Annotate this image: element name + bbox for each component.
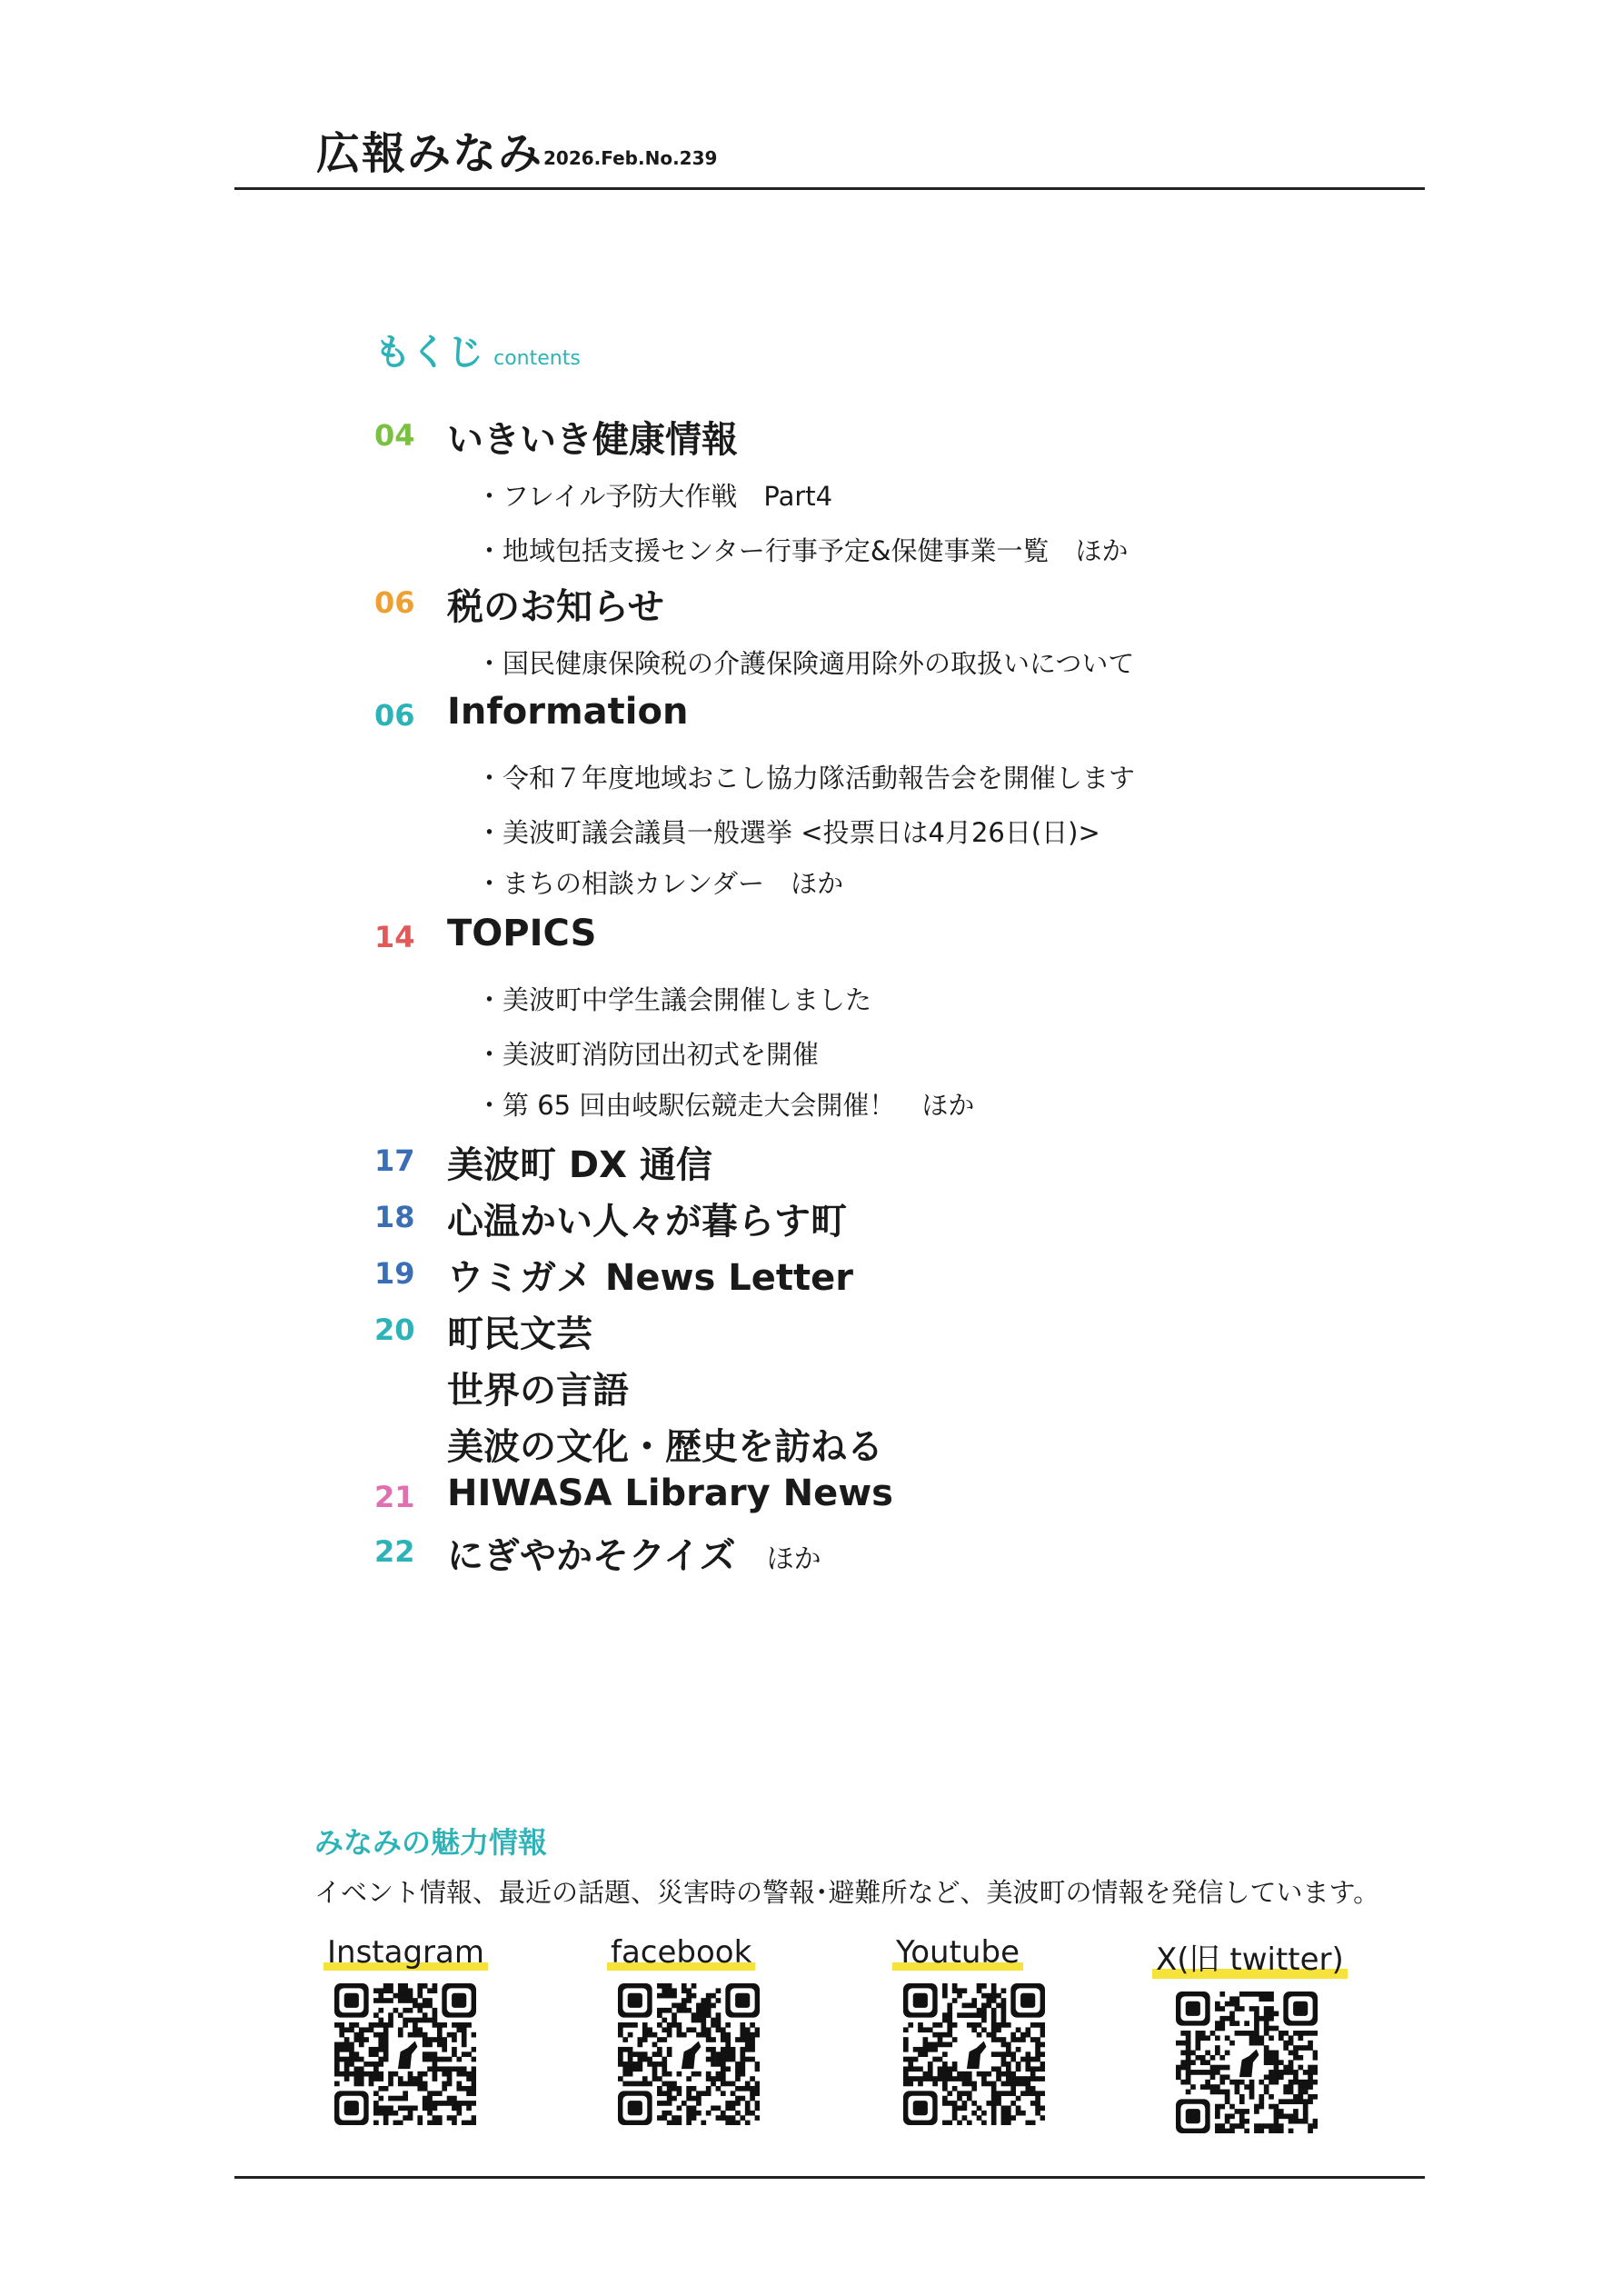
toc-section-title-continued[interactable]: 世界の言語 — [447, 1370, 629, 1412]
toc-section-title — [447, 578, 664, 630]
toc-section-title-text: HIWASA Library News — [447, 1472, 893, 1514]
toc-section-title — [447, 1527, 821, 1579]
toc-section-title — [447, 1305, 592, 1357]
toc-section-title-text: ウミガメ News Letter — [447, 1257, 853, 1299]
toc-section-title-text: 美波町 DX 通信 — [447, 1144, 712, 1186]
qr-code-icon[interactable] — [1176, 1992, 1318, 2133]
toc-page-number: 18 — [374, 1200, 415, 1234]
toc-section-title — [447, 691, 688, 733]
toc-sub-item[interactable]: ・地域包括支援センター行事予定&保健事業一覧 ほか — [476, 535, 1129, 566]
toc-page-number: 22 — [374, 1534, 415, 1569]
toc-sub-item[interactable]: ・美波町中学生議会開催しました — [476, 984, 872, 1015]
social-description: イベント情報、最近の話題、災害時の警報･避難所など、美波町の情報を発信しています。 — [314, 1877, 1380, 1908]
footer-divider — [234, 2176, 1425, 2179]
toc-sub-item[interactable]: ・美波町議会議員一般選挙 <投票日は4月26日(日)> — [476, 817, 1100, 848]
toc-section-title — [447, 913, 596, 954]
toc-page-number: 06 — [374, 585, 415, 620]
toc-page-number: 20 — [374, 1313, 415, 1347]
toc-page-number: 14 — [374, 920, 415, 954]
toc-section-title — [447, 1472, 893, 1514]
toc-page-number: 17 — [374, 1143, 415, 1178]
social-label: Youtube — [892, 1934, 1023, 1971]
toc-section-title-text: にぎやかそクイズ — [447, 1535, 736, 1577]
toc-section-title — [447, 1136, 712, 1188]
toc-section-title — [447, 1249, 853, 1301]
toc-section-title-text: いきいき健康情報 — [447, 419, 738, 461]
toc-section-title — [447, 1193, 847, 1244]
social-title: みなみの魅力情報 — [314, 1825, 548, 1860]
toc-section-title-text: Information — [447, 691, 689, 733]
social-x[interactable] — [1152, 1934, 1370, 2133]
toc-page-number: 21 — [374, 1480, 415, 1514]
toc-heading-jp: もくじ — [374, 332, 483, 374]
toc-section-title — [447, 411, 738, 463]
toc-sub-item[interactable]: ・第 65 回由岐駅伝競走大会開催！ ほか — [476, 1090, 975, 1121]
toc-section-title-text: 心温かい人々が暮らす町 — [447, 1201, 847, 1243]
toc-sub-item[interactable]: ・国民健康保険税の介護保険適用除外の取扱いについて — [476, 648, 1135, 679]
toc-sub-item[interactable]: ・フレイル予防大作戦 Part4 — [476, 481, 833, 512]
toc-heading-en: contents — [493, 347, 581, 370]
toc-sub-item[interactable]: ・令和７年度地域おこし協力隊活動報告会を開催します — [476, 763, 1136, 794]
qr-code-icon[interactable] — [903, 1983, 1045, 2125]
toc-section-title-continued[interactable]: 美波の文化・歴史を訪ねる — [447, 1426, 883, 1468]
toc-page-number: 06 — [374, 698, 415, 733]
toc-sub-item[interactable]: ・まちの相談カレンダー ほか — [476, 868, 844, 899]
qr-code-icon[interactable] — [334, 1983, 476, 2125]
toc-sub-item[interactable]: ・美波町消防団出初式を開催 — [476, 1039, 820, 1070]
social-label: Instagram — [323, 1934, 488, 1971]
toc-heading — [374, 324, 581, 375]
social-instagram[interactable] — [323, 1934, 542, 2125]
toc-section-title-text: 税のお知らせ — [447, 586, 664, 628]
qr-code-icon[interactable] — [618, 1983, 760, 2125]
social-label: X(旧 twitter) — [1152, 1934, 1348, 1979]
toc-section-title-text: 町民文芸 — [447, 1313, 592, 1355]
social-youtube[interactable] — [892, 1934, 1110, 2125]
toc-section-title-text: TOPICS — [447, 913, 597, 954]
toc-page-number: 04 — [374, 418, 415, 453]
social-label: facebook — [607, 1934, 755, 1971]
issue-number: 2026.Feb.No.239 — [543, 147, 718, 169]
social-facebook[interactable] — [607, 1934, 825, 2125]
toc-section-suffix: ほか — [766, 1543, 821, 1575]
toc-page-number: 19 — [374, 1256, 415, 1291]
page-header — [234, 115, 1425, 190]
publication-title: 広報みなみ — [316, 128, 544, 179]
